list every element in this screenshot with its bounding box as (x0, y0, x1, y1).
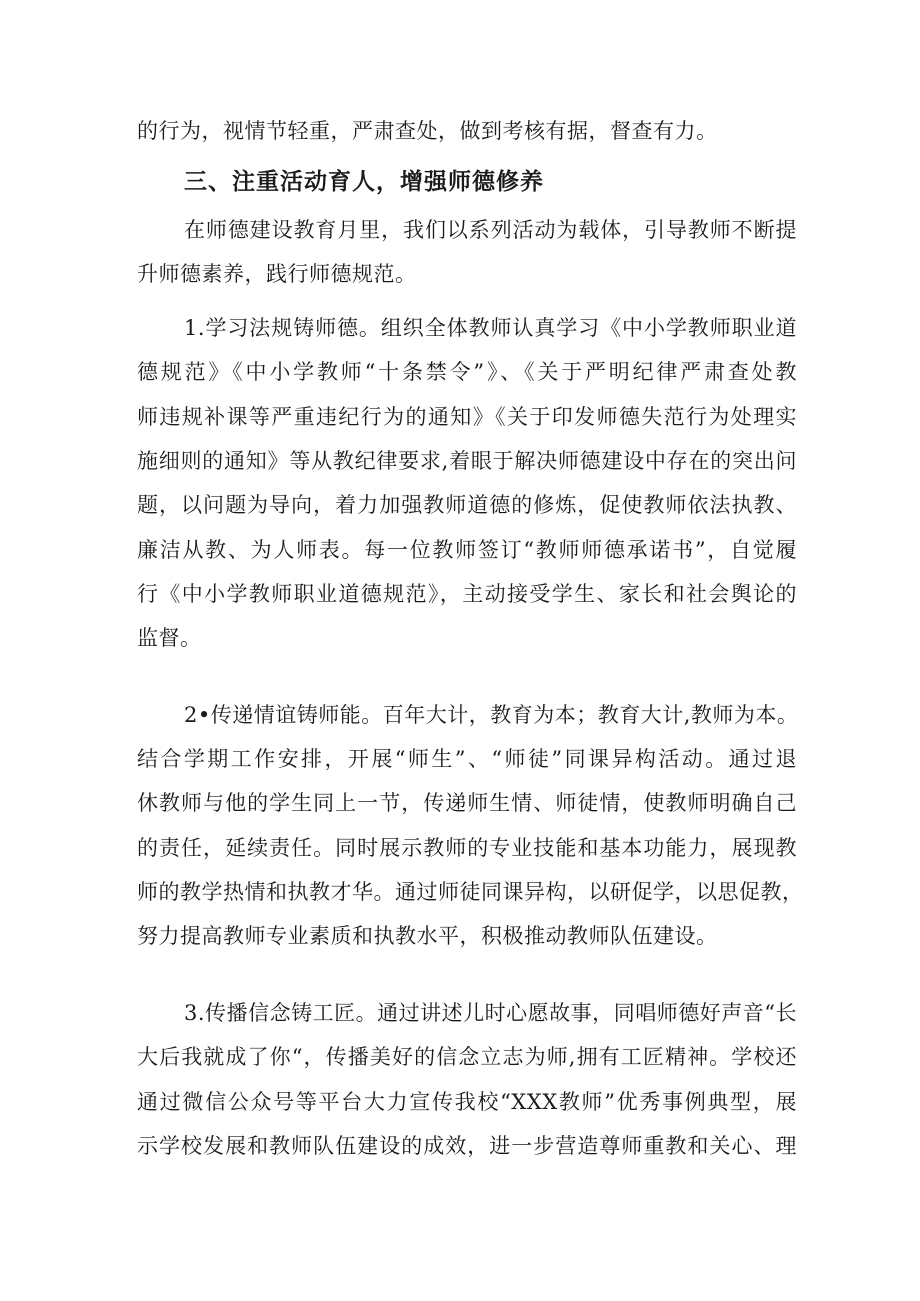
text-line: 题，以问题为导向，着力加强教师道德的修炼，促使教师依法执教、 (137, 493, 797, 517)
text-line: 德规范》《中小学教师“十条禁令”》、《关于严明纪律严肃查处教 (137, 360, 797, 384)
text-line: 休教师与他的学生同上一节，传递师生情、师徒情，使教师明确自己 (137, 791, 797, 815)
text-line: 廉洁从教、为人师表。每一位教师签订“教师师德承诺书”，自觉履 (137, 538, 797, 562)
text-line: 2•传递情谊铸师能。百年大计，教育为本；教育大计,教师为本。 (184, 703, 799, 727)
text-line: 监督。 (137, 626, 202, 650)
text-line: 的行为，视情节轻重，严肃查处，做到考核有据，督查有力。 (137, 119, 718, 143)
text-line: 3.传播信念铸工匠。通过讲述儿时心愿故事，同唱师德好声音“长 (184, 1001, 797, 1025)
text-line: 在师德建设教育月里，我们以系列活动为载体，引导教师不断提 (184, 218, 797, 242)
text-line: 升师德素养，践行师德规范。 (137, 262, 417, 286)
text-line: 的责任，延续责任。同时展示教师的专业技能和基本功能力，展现教 (137, 836, 797, 860)
text-line: 结合学期工作安排，开展“师生”、“师徒”同课异构活动。通过退 (137, 747, 797, 771)
text-line: 通过微信公众号等平台大力宣传我校“XXX教师”优秀事例典型，展 (137, 1090, 797, 1114)
text-line: 努力提高教师专业素质和执教水平，积极推动教师队伍建设。 (137, 924, 718, 948)
text-line: 1.学习法规铸师德。组织全体教师认真学习《中小学教师职业道 (184, 316, 797, 340)
text-line: 行《中小学教师职业道德规范》，主动接受学生、家长和社会舆论的 (137, 582, 797, 606)
text-line: 示学校发展和教师队伍建设的成效，进一步营造尊师重教和关心、理 (137, 1134, 797, 1158)
text-line: 大后我就成了你“，传播美好的信念立志为师,拥有工匠精神。学校还 (137, 1045, 797, 1069)
text-line: 师违规补课等严重违纪行为的通知》《关于印发师德失范行为处理实 (137, 405, 797, 429)
section-heading: 三、注重活动育人，增强师德修养 (184, 169, 544, 195)
text-line: 施细则的通知》等从教纪律要求,着眼于解决师德建设中存在的突出问 (137, 449, 797, 473)
text-line: 师的教学热情和执教才华。通过师徒同课异构，以研促学，以思促教， (137, 880, 804, 904)
